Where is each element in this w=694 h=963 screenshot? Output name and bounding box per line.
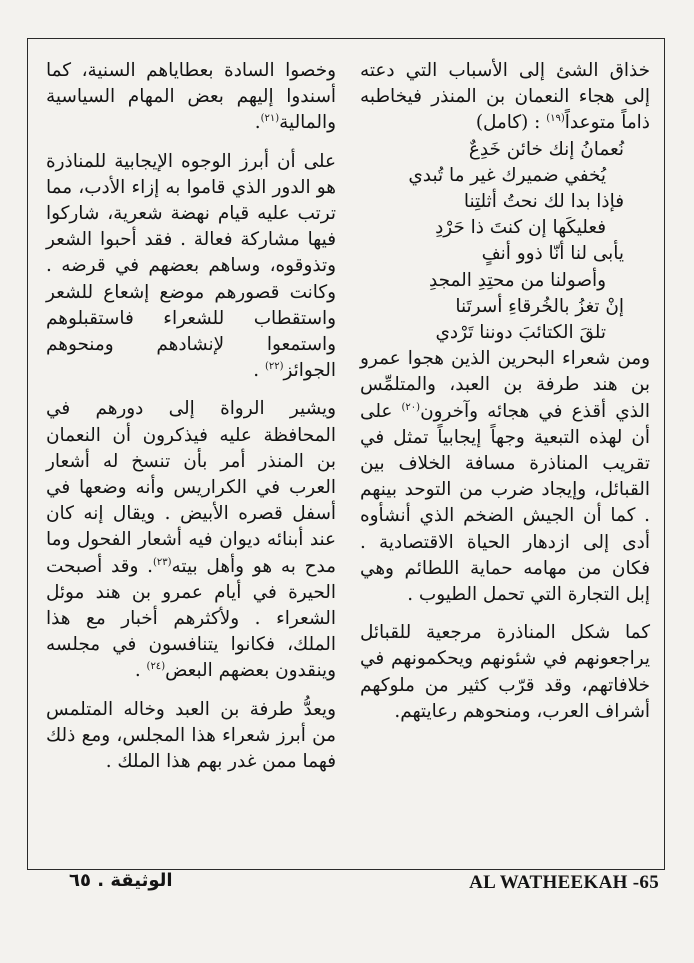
paragraph-text: .: [253, 360, 265, 382]
paragraph-text: وخصوا السادة بعطاياهم السنية، كما أسندوا إليهم بعض المهام السياسية والمالية: [46, 60, 336, 134]
paragraph-text: ومن شعراء البحرين الذين هجوا عمرو بن هند طرفة بن العبد، والمتلمِّس الذي أقذع في هجائه وآخرون: [360, 348, 650, 422]
footnote-ref: (١٩): [546, 113, 565, 125]
poem: [360, 137, 650, 347]
poem-line: فعليكَها إن كنتَ ذا حَرْدِ: [435, 217, 606, 239]
poem-line: نُعمانُ إنك خائن خَدِعٌ: [468, 138, 624, 160]
left-column: [46, 58, 336, 775]
paragraph: [46, 149, 336, 385]
paragraph: [46, 697, 336, 776]
paragraph: [360, 346, 650, 608]
poem-line: فإذا بدا لك نحتُ أثلتِنا: [463, 191, 624, 213]
footer-arabic: الوثيقة . ٦٥: [69, 870, 173, 891]
paragraph-text: ويشير الرواة إلى دورهم في المحافظة عليه فيذكرون أن النعمان بن المنذر أمر بأن تنسخ له أشعار العرب في الكراريس وأنه وضعها في أسفل قصره الأبيض . ويقال إنه كان عند أبنائه ديوان فيه أشعار الفحول وما مدح به هو وأهل بيته: [46, 398, 336, 577]
footnote-ref: (٢٤): [146, 661, 166, 673]
footnote-ref: (٢١): [260, 113, 280, 125]
poem-line: يُخفي ضميرك غير ما تُبدي: [408, 164, 606, 186]
poem-line: إنْ تغزُ بالخُرقاءِ أسرتَنا: [455, 295, 624, 317]
paragraph: [360, 620, 650, 725]
paragraph-text: على أن لهذه التبعية وجهاً إيجابياً تمثل في تقريب المناذرة مسافة الخلاف بين القبائل، وإيجاد ضرب من التوحد بينهم . كما أن الجيش الضخم الذي أنشأوه أدى إلى ازدهار الحياة الاقتصادية . فكان من مهامه حماية اللطائم وهي إبل التجارة التي تحمل الطيوب .: [360, 400, 650, 606]
paragraph-text: . وقد أصبحت الحيرة في أيام عمرو بن هند موئل الشعراء . ولأكثرهم أخبار مع هذا الملك، فكانوا يتنافسون في مجلسه وينقدون بعضهم البعض: [46, 555, 336, 682]
intro-paragraph: [360, 58, 650, 137]
intro-tail: : (كامل): [475, 112, 547, 134]
paragraph-text: ويعدُّ طرفة بن العبد وخاله المتلمس من أبرز شعراء هذا المجلس، ومع ذلك فهما ممن غدر بهم هذا الملك .: [46, 698, 336, 773]
page-footer: [27, 870, 665, 898]
footnote-ref: (٢٢): [264, 361, 284, 373]
paragraph: [46, 58, 336, 137]
poem-line: تلقَ الكتائبَ دوننا تَرْدي: [435, 322, 606, 344]
footnote-ref: (٢٠): [401, 401, 421, 413]
paragraph-text: .: [254, 112, 261, 134]
poem-line: وأصولنا من محتِدِ المجدِ: [428, 269, 606, 291]
intro-text: خذاق الشئ إلى الأسباب التي دعته إلى هجاء النعمان بن المنذر فيخاطبه ذاماً متوعداً: [360, 60, 650, 134]
footnote-ref: (٢٣): [152, 556, 172, 568]
paragraph: [46, 396, 336, 684]
paragraph-text: كما شكل المناذرة مرجعية للقبائل يراجعونهم في شئونهم ويحكمونهم في خلافاتهم، وقد قرّب كثير من ملوكهم أشراف العرب، ومنحوهم رعايتهم.: [360, 622, 650, 722]
poem-line: يأبى لنا أنّا ذوو أنفٍ: [481, 243, 624, 265]
right-column: [360, 58, 650, 725]
paragraph-text: على أن أبرز الوجوه الإيجابية للمناذرة هو الدور الذي قاموا به إزاء الأدب، مما ترتب عليه قيام نهضة شعرية، شاركوا فيها مشاركة فعالة . فقد أحبوا الشعر وتذوقوه، وساهم بعضهم في قرضه . وكانت قصورهم موضع إشعاع للشعر واستقطاب للشعراء فاستقبلوهم واستمعوا لإنشادهم ومنحوهم الجوائز: [46, 150, 336, 382]
footer-english: AL WATHEEKAH -65: [469, 872, 659, 893]
paragraph-text: .: [134, 660, 147, 682]
